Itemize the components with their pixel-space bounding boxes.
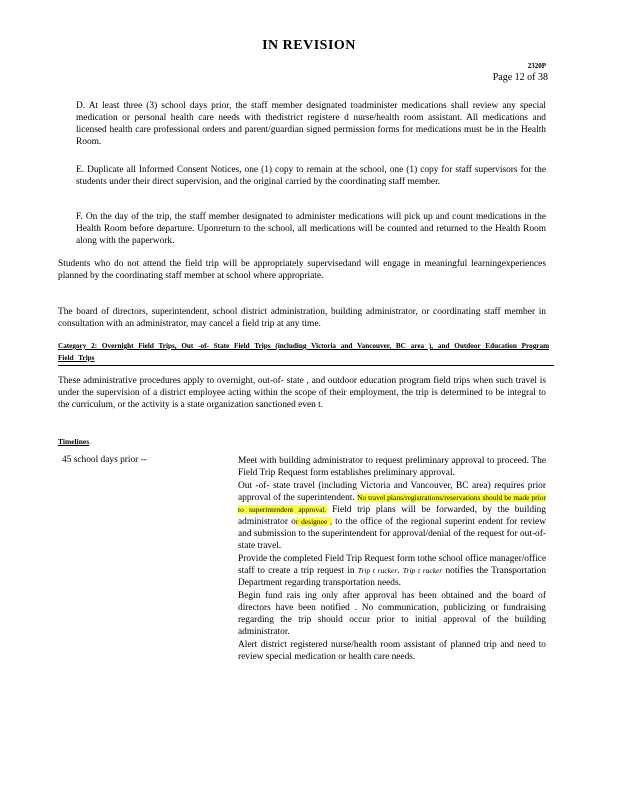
page-number: Page 12 of 38 — [492, 72, 548, 83]
bullet-icon — [216, 639, 223, 651]
bullet-icon — [216, 553, 223, 565]
bullet-text: Begin fund rais ing only after approval has been obtained and the board of directors have been notified . No communication, publicizing or fundraising regarding the trip should occur prior to initial approval of the building administrator. — [238, 591, 546, 637]
item-text: On the day of the trip, the staff member designated to administer medications will pick up and count medications in the Health Room before departure. Uponreturn to the school, all medications will be counted and returned to the Health Room along with the paperwork. — [76, 212, 547, 246]
bullet-text: Out -of- state travel (including Victoria and Vancouver, BC area) requires prior approval of the superintendent. — [238, 481, 546, 503]
list-item — [216, 639, 546, 663]
bullet-text: to the office of the regional superint endent for review and submission to the superintendent for approval/denial of the request for out-of- state travel. — [238, 517, 546, 551]
highlighted-text: r designee , — [295, 517, 332, 526]
item-e — [76, 164, 546, 188]
bullet-icon — [216, 480, 223, 492]
item-label: D. — [76, 101, 86, 111]
heading-rule — [58, 365, 554, 366]
bullet-text: notifies the Transportation Department regarding transportation needs. — [238, 566, 547, 588]
bullet-text: . — [397, 566, 403, 576]
page-title: IN REVISION — [262, 38, 356, 53]
board-paragraph: The board of directors, superintendent, school district administration, building administrator, or coordinating staff member in consultation with an administrator, may cancel a field trip at any time. — [58, 307, 546, 329]
item-d — [76, 100, 546, 148]
list-item — [216, 553, 546, 589]
procedures-paragraph: These administrative procedures apply to overnight, out-of- state , and outdoor education program field trips when such travel is under the supervision of a district employee acting within the scope of their employment, the trip is determined to be integral to the curriculum, or the activity is a state organization sanctioned even t. — [58, 376, 546, 410]
item-text: At least three (3) school days prior, the staff member designated toadminister medications shall review any special medication or personal health care needs with thedistrict registere d nurse/health room assistant. All medications and licensed health care professional orders and parent/guardian signed permission forms for medications must be in the Health Room. — [76, 101, 546, 147]
item-text: Duplicate all Informed Consent Notices, one (1) copy to remain at the school, one (1) copy for staff supervisors for the students under their direct supervision, and the original carried by the coordinating staff member. — [76, 165, 546, 187]
bullet-text: Field trip plans will be forwarded, by the building administrator o — [238, 505, 546, 527]
italic-text: Trip t racker — [402, 566, 443, 575]
list-item — [216, 480, 546, 552]
item-label: F. — [76, 212, 83, 222]
highlighted-text: No travel plans/registrations/reservations should be made prior to superintendent approval. — [238, 493, 546, 514]
list-item — [216, 455, 546, 479]
bullet-text: Meet with building administrator to request preliminary approval to proceed. The Field Trip Request form establishes preliminary approval. — [238, 456, 546, 478]
students-paragraph: Students who do not attend the field trip will be appropriately supervisedand will engage in meaningful learningexperiences planned by the coordinating staff member at school where appropriate. — [58, 259, 546, 281]
timeline-when: 45 school days prior -- — [62, 455, 147, 465]
item-f — [76, 211, 546, 247]
italic-text: Trip t racker — [357, 566, 398, 575]
item-label: E. — [76, 165, 85, 175]
document-number: 2320P — [527, 62, 546, 70]
category-heading: Category 2: Overnight Field Trips, Out -of- State Field Trips (including Victoria and Vancouver, BC area ), and Outdoor Education Program Field Trips — [58, 342, 550, 362]
bullet-icon — [216, 455, 223, 467]
bullet-text: Alert district registered nurse/health room assistant of planned trip and need to review special medication or health care needs. — [238, 640, 546, 662]
timelines-heading: Timelines — [58, 437, 90, 446]
list-item — [216, 590, 546, 638]
bullet-text: Provide the completed Field Trip Request form tothe school office manager/office staff to create a trip request in — [238, 554, 546, 576]
bullet-icon — [216, 590, 223, 602]
timeline-bullet-list — [216, 455, 546, 664]
